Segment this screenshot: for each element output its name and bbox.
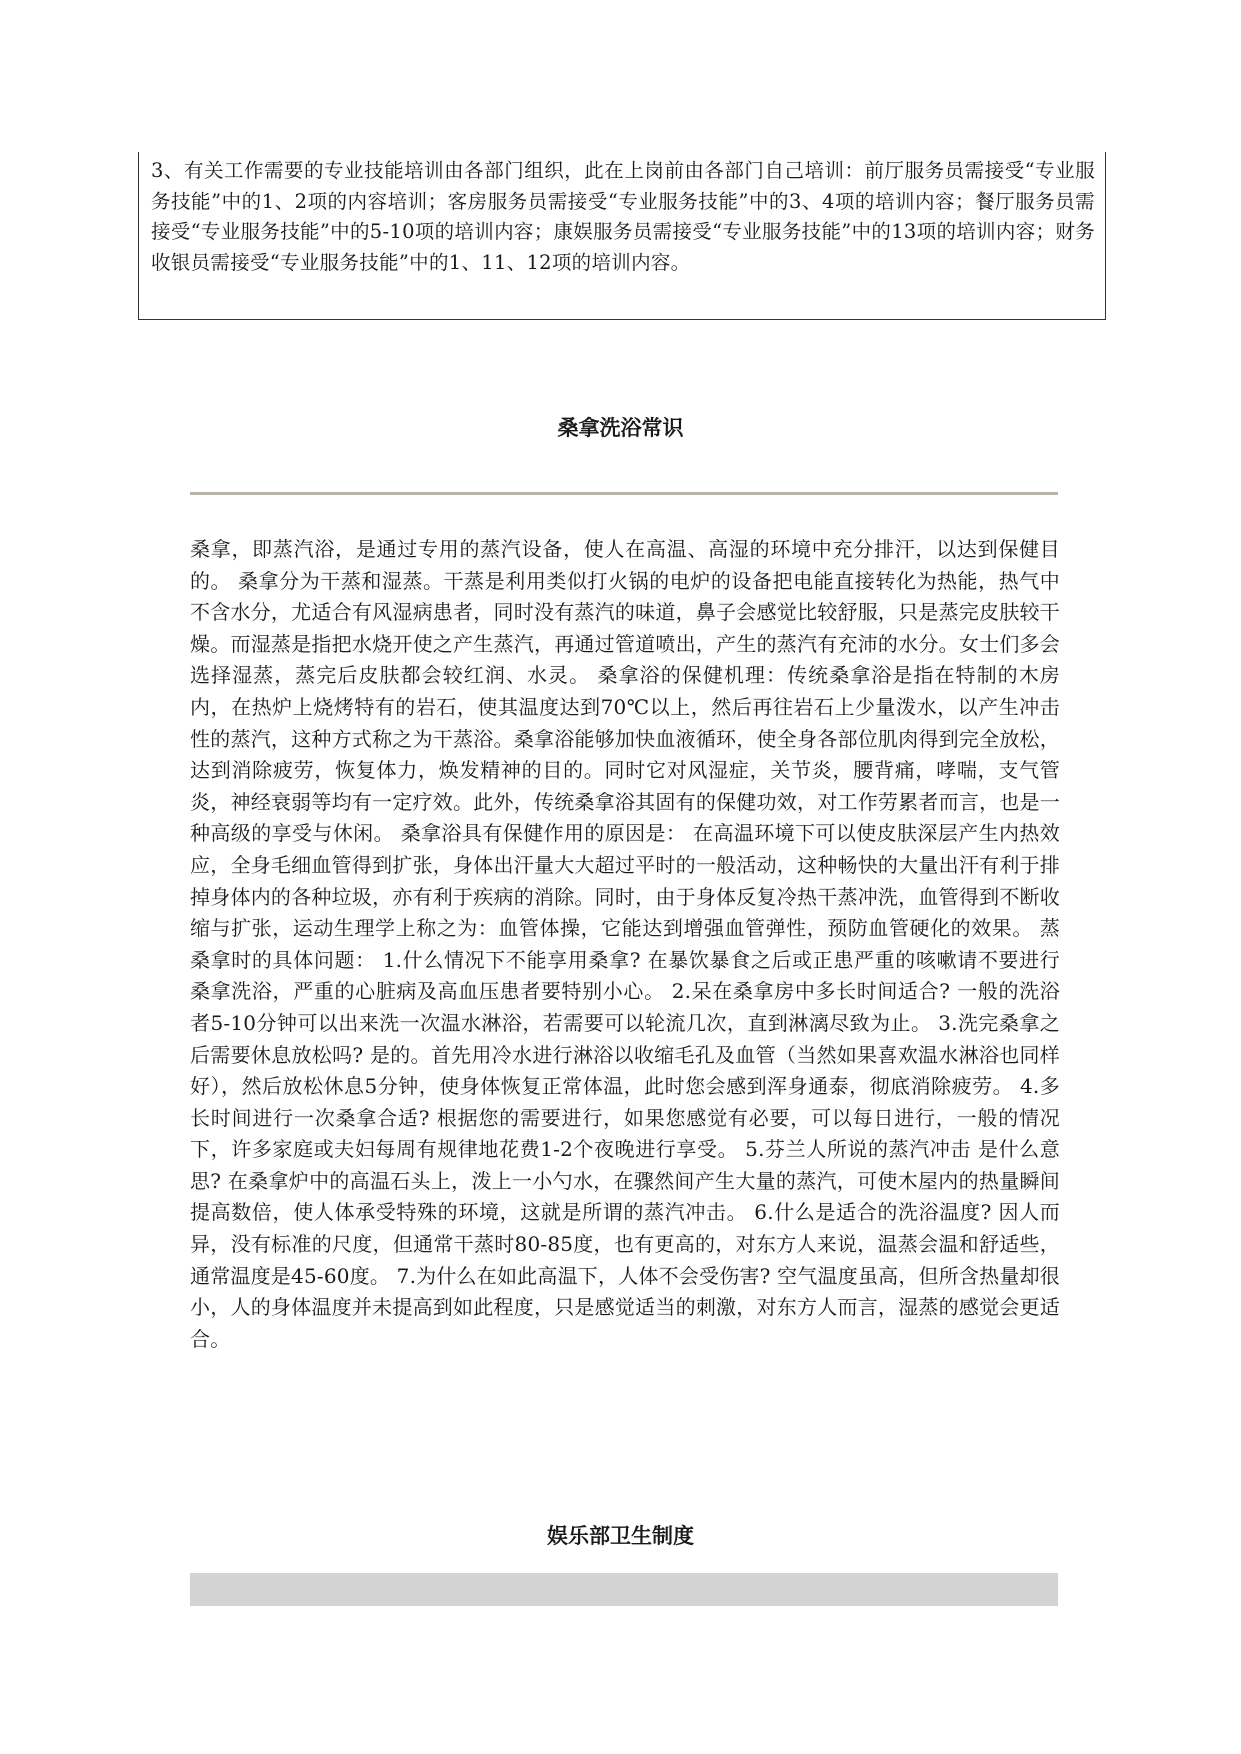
- sauna-section-title: 桑拿洗浴常识: [557, 416, 684, 440]
- sauna-body-text: 桑拿，即蒸汽浴，是通过专用的蒸汽设备，使人在高温、高湿的环境中充分排汗，以达到保健目的。 桑拿分为干蒸和湿蒸。干蒸是利用类似打火锅的电炉的设备把电能直接转化为热能，热气中不含水分，尤适合有风湿病患者，同时没有蒸汽的味道，鼻子会感觉比较舒服，只是蒸完皮肤较干燥。而湿蒸是指把水烧开使之产生蒸汽，再通过管道喷出，产生的蒸汽有充沛的水分。女士们多会选择湿蒸，蒸完后皮肤都会较红润、水灵。 桑拿浴的保健机理：传统桑拿浴是指在特制的木房内，在热炉上烧烤特有的岩石，使其温度达到70℃以上，然后再往岩石上少量泼水，以产生冲击性的蒸汽，这种方式称之为干蒸浴。桑拿浴能够加快血液循环，使全身各部位肌肉得到完全放松，达到消除疲劳，恢复体力，焕发精神的目的。同时它对风湿症，关节炎，腰背痛，哮喘，支气管炎，神经衰弱等均有一定疗效。此外，传统桑拿浴其固有的保健功效，对工作劳累者而言，也是一种高级的享受与休闲。 桑拿浴具有保健作用的原因是： 在高温环境下可以使皮肤深层产生内热效应，全身毛细血管得到扩张，身体出汗量大大超过平时的一般活动，这种畅快的大量出汗有利于排掉身体内的各种垃圾，亦有利于疾病的消除。同时，由于身体反复冷热干蒸冲洗，血管得到不断收缩与扩张，运动生理学上称之为：血管体操，它能达到增强血管弹性，预防血管硬化的效果。 蒸桑拿时的具体问题： 1.什么情况下不能享用桑拿? 在暴饮暴食之后或正患严重的咳嗽请不要进行桑拿洗浴，严重的心脏病及高血压患者要特别小心。 2.呆在桑拿房中多长时间适合? 一般的洗浴者5-10分钟可以出来洗一次温水淋浴，若需要可以轮流几次，直到淋漓尽致为止。 3.洗完桑拿之后需要休息放松吗? 是的。首先用冷水进行淋浴以收缩毛孔及血管（当然如果喜欢温水淋浴也同样好），然后放松休息5分钟，使身体恢复正常体温，此时您会感到浑身通泰，彻底消除疲劳。 4.多长时间进行一次桑拿合适? 根据您的需要进行，如果您感觉有必要，可以每日进行，一般的情况下，许多家庭或夫妇每周有规律地花费1-2个夜晚进行享受。 5.芬兰人所说的蒸汽冲击 是什么意思? 在桑拿炉中的高温石头上，泼上一小勺水，在骤然间产生大量的蒸汽，可使木屋内的热量瞬间提高数倍，使人体承受特殊的环境，这就是所谓的蒸汽冲击。 6.什么是适合的洗浴温度? 因人而异，没有标准的尺度，但通常干蒸时80-85度，也有更高的，对东方人来说，温蒸会温和舒适些，通常温度是45-60度。 7.为什么在如此高温下，人体不会受伤害? 空气温度虽高，但所含热量却很小，人的身体温度并未提高到如此程度，只是感觉适当的刺激，对东方人而言，湿蒸的感觉会更适合。: [190, 537, 1060, 1351]
- section-divider: [190, 492, 1058, 495]
- hygiene-section-title: 娱乐部卫生制度: [547, 1524, 694, 1548]
- hygiene-header-bar: [190, 1573, 1058, 1606]
- training-note-text: 3、有关工作需要的专业技能培训由各部门组织，此在上岗前由各部门自己培训：前厅服务员需接受“专业服务技能”中的1、2项的内容培训；客房服务员需接受“专业服务技能”中的3、4项的培训内容；餐厅服务员需接受“专业服务技能”中的5-10项的培训内容；康娱服务员需接受“专业服务技能”中的13项的培训内容；财务收银员需接受“专业服务技能”中的1、11、12项的培训内容。: [151, 159, 1095, 274]
- training-note-box: [138, 152, 1106, 320]
